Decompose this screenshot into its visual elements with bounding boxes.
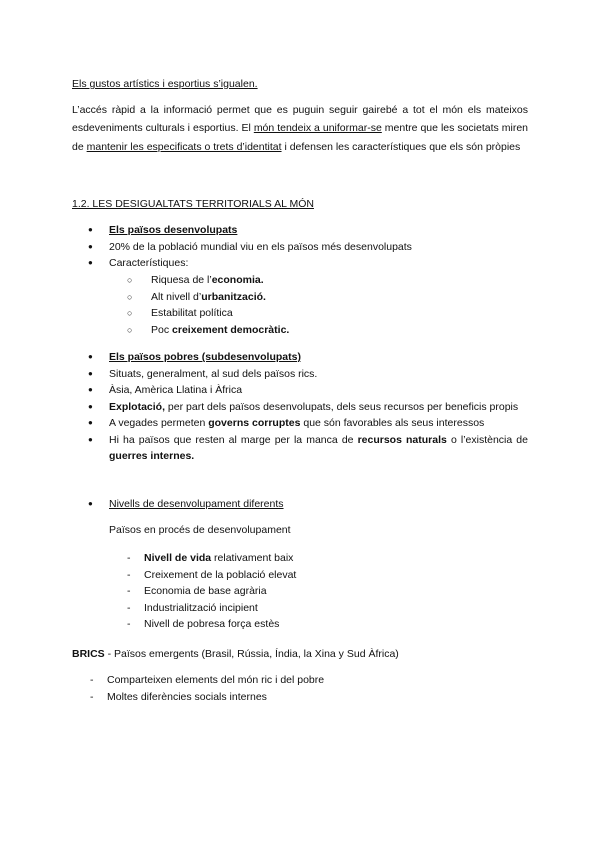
developed-title: Els països desenvolupats <box>109 224 238 236</box>
exploitation-text: per part dels països desenvolupats, dels seus recursos per beneficis propis <box>165 400 519 413</box>
poor-title: Els països pobres (subdesenvolupats) <box>109 351 301 363</box>
brics-label: BRICS <box>72 648 105 660</box>
poor-list <box>72 349 528 465</box>
level-item <box>127 600 507 617</box>
brics-items <box>90 672 510 705</box>
margin-bold-2: guerres internes. <box>109 450 195 462</box>
governments-text-2: que són favorables als seus interessos <box>300 417 485 429</box>
characteristic-item <box>109 272 528 289</box>
levels-title: Nivells de desenvolupament diferents <box>109 498 284 510</box>
margin-text-2: o l’existència de <box>446 433 528 446</box>
level-item <box>127 583 507 600</box>
exploitation-bold: Explotació, <box>109 400 166 413</box>
intro-text-2: mentre que les societats miren de <box>72 122 529 153</box>
characteristic-text: Alt nivell d’ <box>151 290 202 303</box>
characteristic-item <box>109 322 528 339</box>
levels-list <box>72 496 528 513</box>
characteristic-bold: creixement democràtic. <box>172 323 290 336</box>
level-item <box>127 550 507 567</box>
poor-governments-item <box>72 415 528 432</box>
characteristics-label: Característiques: <box>109 257 189 269</box>
brics-text: - Països emergents (Brasil, Rússia, Índia, la Xina y Sud Àfrica) <box>104 648 399 660</box>
intro-text-1: L’accés ràpid a la informació permet que es puguin seguir gairebé a tot el món els mateixos esdeveniments culturals i esportius. El <box>72 104 528 135</box>
brics-item-text: Comparteixen elements del món ric i del pobre <box>107 674 325 686</box>
intro-paragraph <box>72 101 528 156</box>
level-text: Industrialització incipient <box>144 601 258 614</box>
poor-located: Situats, generalment, al sud dels països rics. <box>109 367 318 380</box>
poor-located-item <box>72 366 528 383</box>
levels-subtitle: Països en procés de desenvolupament <box>109 524 291 536</box>
level-text: Economia de base agrària <box>144 585 267 597</box>
heading-artistic-tastes: Els gustos artístics i esportius s’igualen. <box>72 78 258 90</box>
intro-underline-1: món tendeix a uniformar-se <box>253 122 382 135</box>
developed-population: 20% de la població mundial viu en els països més desenvolupats <box>109 240 412 253</box>
section-title: 1.2. LES DESIGUALTATS TERRITORIALS AL MÓN <box>72 198 314 210</box>
intro-underline-2: mantenir les especificats o trets d’identitat <box>86 140 282 153</box>
characteristic-bold: economia. <box>211 274 264 286</box>
level-text: relativament baix <box>211 552 294 564</box>
developed-list <box>72 222 528 272</box>
poor-exploitation-item <box>72 399 528 416</box>
characteristic-text: Riquesa de l’ <box>151 274 212 286</box>
brics-item <box>90 689 510 706</box>
characteristic-bold: urbanització. <box>201 290 266 303</box>
levels-title-item <box>72 496 528 513</box>
level-text: Nivell de pobresa força estès <box>144 618 280 630</box>
developed-population-item <box>72 239 528 256</box>
characteristic-text: Estabilitat política <box>151 307 233 319</box>
developed-characteristics-item <box>72 255 528 272</box>
brics-item-text: Moltes diferències socials internes <box>107 690 267 703</box>
level-bold: Nivell de vida <box>144 552 212 564</box>
governments-text-1: A vegades permeten <box>109 417 209 429</box>
poor-regions: Àsia, Amèrica Llatina i Àfrica <box>109 384 243 396</box>
margin-text-1: Hi ha països que resten al marge per la manca de <box>109 433 358 446</box>
characteristic-text: Poc <box>151 323 173 336</box>
intro-text-3: i defensen les característiques que els són pròpies <box>281 140 521 153</box>
characteristic-item <box>109 305 528 322</box>
poor-regions-item <box>72 382 528 399</box>
characteristics-sublist <box>72 272 528 338</box>
brics-item <box>90 672 510 689</box>
poor-title-item <box>72 349 528 366</box>
levels-items <box>127 550 507 633</box>
brics-line <box>72 646 528 663</box>
level-text: Creixement de la població elevat <box>144 568 297 581</box>
level-item <box>127 616 507 633</box>
poor-margin-item <box>72 432 528 465</box>
characteristic-item <box>109 289 528 306</box>
level-item <box>127 567 507 584</box>
developed-title-item <box>72 222 528 239</box>
governments-bold: governs corruptes <box>208 417 301 429</box>
margin-bold-1: recursos naturals <box>357 433 447 446</box>
